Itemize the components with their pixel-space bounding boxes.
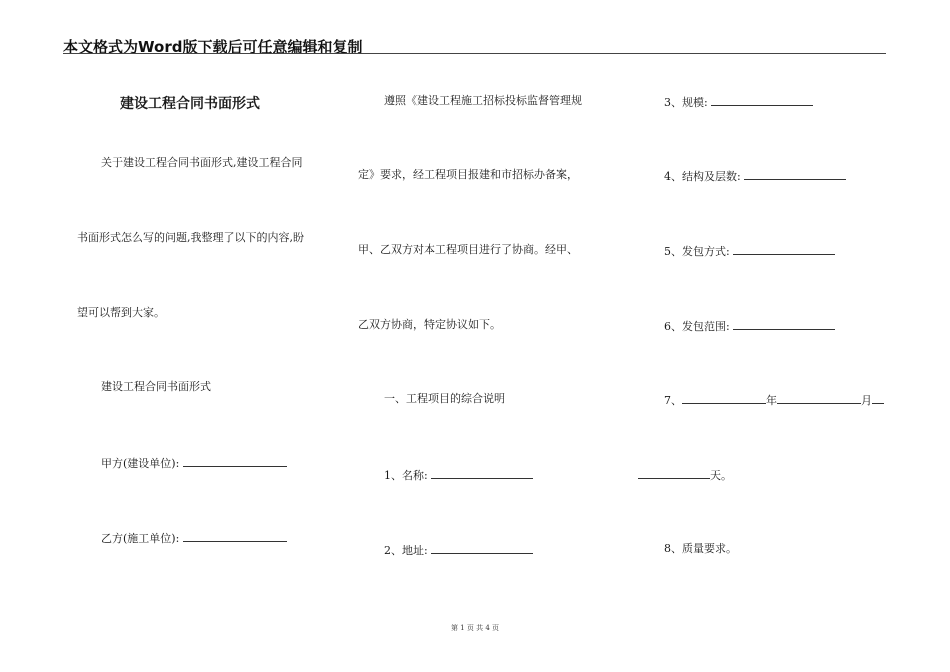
item-year-label: 年 <box>766 394 777 407</box>
agreement-line-1: 遵照《建设工程施工招标投标监督管理规 <box>384 94 582 107</box>
page-total: 4 <box>485 624 490 632</box>
item-contract-method-label: 5、发包方式: <box>664 245 734 258</box>
party-a-label: 甲方(建设单位): <box>101 457 183 470</box>
party-a-blank <box>183 455 287 467</box>
item-structure-label: 4、结构及层数: <box>664 170 745 183</box>
item-address-label: 2、地址: <box>384 544 432 557</box>
party-b-label: 乙方(施工单位): <box>101 532 183 545</box>
item-contract-scope-blank <box>733 318 835 330</box>
document-header: 本文格式为Word版下载后可任意编辑和复制 <box>63 38 363 56</box>
item-days-label: 天。 <box>710 469 732 482</box>
page-current: 1 <box>460 624 465 632</box>
item-scale-blank <box>711 94 813 106</box>
item-month-label: 月 <box>861 394 872 407</box>
item-name-label: 1、名称: <box>384 469 432 482</box>
item-address-blank <box>431 542 533 554</box>
party-b-blank <box>183 530 287 542</box>
item-name-field <box>384 467 533 483</box>
item-contract-scope-field <box>664 318 835 334</box>
page-label-2: 页 共 <box>466 624 484 632</box>
section-heading: 一、工程项目的综合说明 <box>384 392 505 405</box>
item-start-month-blank <box>777 392 861 404</box>
item-address-field <box>384 542 533 558</box>
intro-line-3: 望可以帮到大家。 <box>77 306 165 319</box>
intro-line-1: 关于建设工程合同书面形式,建设工程合同 <box>101 156 303 169</box>
item-start-year-blank <box>682 392 766 404</box>
page-footer <box>0 623 950 633</box>
item-quality: 8、质量要求。 <box>664 542 737 555</box>
agreement-line-2: 定》要求，经工程项目报建和市招标办备案， <box>358 168 578 181</box>
agreement-line-3: 甲、乙双方对本工程项目进行了协商。经甲、 <box>358 243 578 256</box>
section-subtitle: 建设工程合同书面形式 <box>101 380 211 393</box>
item-duration-prefix: 7、 <box>664 394 682 407</box>
item-contract-method-field <box>664 243 835 259</box>
page-label-1: 第 <box>450 624 458 632</box>
document-title: 建设工程合同书面形式 <box>120 96 260 112</box>
agreement-line-4: 乙双方协商，特定协议如下。 <box>358 318 501 331</box>
header-divider <box>63 53 886 54</box>
party-a-field <box>101 455 287 471</box>
item-days-field <box>638 467 732 483</box>
item-name-blank <box>431 467 533 479</box>
page-label-3: 页 <box>492 624 500 632</box>
item-structure-field <box>664 168 846 184</box>
item-duration-field <box>664 392 884 408</box>
item-days-blank <box>638 467 710 479</box>
intro-line-2: 书面形式怎么写的问题,我整理了以下的内容,盼 <box>77 231 304 244</box>
party-b-field <box>101 530 287 546</box>
item-scale-field <box>664 94 813 110</box>
item-contract-method-blank <box>733 243 835 255</box>
item-scale-label: 3、规模: <box>664 96 712 109</box>
item-structure-blank <box>744 168 846 180</box>
item-contract-scope-label: 6、发包范围: <box>664 320 734 333</box>
item-day-blank <box>872 392 884 404</box>
